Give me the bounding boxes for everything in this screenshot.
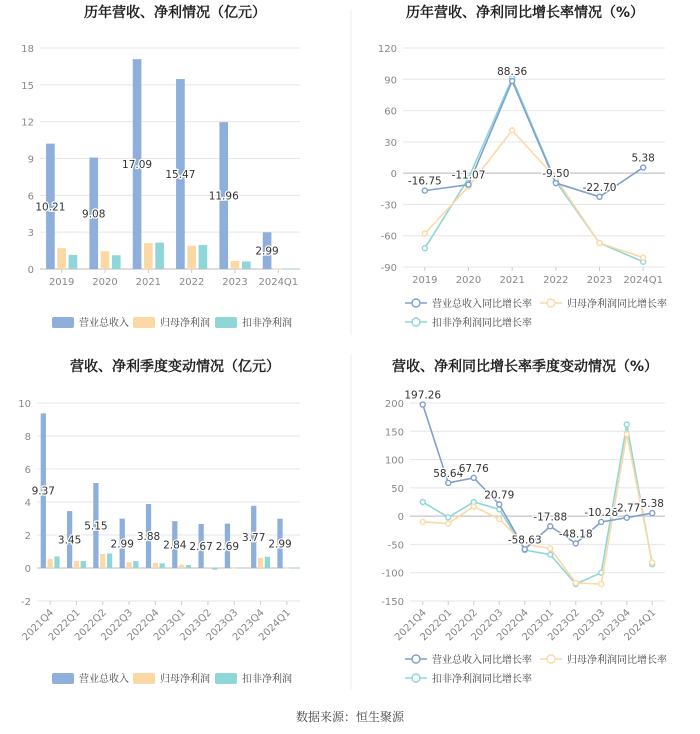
legend-swatch bbox=[215, 317, 237, 328]
y-tick-label: 10 bbox=[18, 399, 31, 410]
bar-deducted-net-profit bbox=[107, 553, 112, 568]
line-point bbox=[599, 582, 604, 587]
line-point bbox=[599, 519, 604, 524]
y-tick-label: 4 bbox=[24, 498, 31, 509]
x-tick-label: 2021Q4 bbox=[393, 607, 429, 644]
bar-deducted-net-profit bbox=[242, 261, 251, 269]
data-label: -48.18 bbox=[558, 528, 593, 541]
line-point bbox=[422, 231, 427, 236]
data-label: 15.47 bbox=[165, 169, 196, 182]
y-tick-label: 6 bbox=[24, 465, 31, 476]
legend-swatch bbox=[52, 317, 74, 328]
y-tick-label: -100 bbox=[381, 568, 404, 580]
x-tick-label: 2022Q3 bbox=[99, 607, 136, 644]
bar-parent-net-profit bbox=[284, 568, 289, 569]
data-label: -11.07 bbox=[451, 169, 486, 182]
bar-deducted-net-profit bbox=[160, 563, 165, 568]
y-tick-label: 18 bbox=[21, 44, 34, 55]
data-label: 9.08 bbox=[82, 208, 106, 221]
bar-parent-net-profit bbox=[274, 269, 283, 270]
y-tick-label: 0 bbox=[27, 265, 34, 276]
data-label: 9.37 bbox=[31, 485, 56, 498]
line-point bbox=[597, 194, 602, 199]
legend-label: 扣非净利润同比增长率 bbox=[432, 674, 532, 685]
line-point bbox=[466, 182, 471, 187]
data-label: -17.88 bbox=[533, 511, 568, 524]
bar-deducted-net-profit bbox=[212, 568, 217, 570]
data-label: 197.26 bbox=[404, 389, 442, 402]
line-point bbox=[624, 422, 629, 427]
data-label: 3.77 bbox=[242, 531, 266, 544]
legend-marker bbox=[547, 299, 555, 307]
y-tick-label: 0 bbox=[24, 564, 31, 575]
line-point bbox=[446, 480, 451, 485]
legend-marker bbox=[412, 674, 420, 682]
x-tick-label: 2019 bbox=[412, 275, 438, 286]
line-point bbox=[553, 181, 558, 186]
data-label: 2.99 bbox=[268, 538, 292, 551]
y-tick-label: -2 bbox=[21, 597, 31, 608]
x-tick-label: 2021 bbox=[499, 275, 525, 286]
line-point bbox=[446, 521, 451, 526]
legend-swatch bbox=[52, 673, 74, 684]
line-point bbox=[624, 515, 629, 520]
line-point bbox=[422, 246, 427, 251]
bar-deducted-net-profit bbox=[186, 565, 191, 568]
bar-parent-net-profit bbox=[232, 568, 237, 569]
x-tick-label: 2022Q3 bbox=[469, 607, 506, 644]
data-label: 2.99 bbox=[110, 538, 134, 551]
line-point bbox=[548, 524, 553, 529]
y-tick-label: 150 bbox=[384, 427, 404, 439]
legend-label: 扣非净利润同比增长率 bbox=[432, 318, 532, 329]
legend-swatch bbox=[215, 673, 237, 684]
y-tick-label: -90 bbox=[380, 263, 397, 274]
data-label: 17.09 bbox=[122, 159, 153, 172]
x-tick-label: 2020 bbox=[92, 277, 118, 288]
y-tick-label: 0 bbox=[390, 169, 397, 181]
data-label: 5.38 bbox=[631, 152, 655, 165]
bar-deducted-net-profit bbox=[265, 557, 270, 568]
line-series-parent-profit-growth bbox=[425, 130, 643, 257]
line-point bbox=[471, 504, 476, 509]
bar-deducted-net-profit bbox=[112, 255, 121, 269]
chart-title: 营收、净利季度变动情况（亿元） bbox=[70, 359, 280, 375]
bar-parent-net-profit bbox=[258, 558, 263, 568]
data-label: 5.15 bbox=[84, 520, 108, 533]
bar-parent-net-profit bbox=[205, 567, 210, 568]
y-tick-label: 30 bbox=[384, 137, 397, 149]
x-tick-label: 2023 bbox=[586, 275, 613, 286]
x-tick-label: 2024Q1 bbox=[258, 277, 299, 288]
data-label: 58.64 bbox=[433, 467, 464, 480]
x-tick-label: 2023 bbox=[222, 277, 248, 288]
bar-parent-net-profit bbox=[48, 559, 53, 568]
bar-parent-net-profit bbox=[187, 246, 196, 269]
data-label: 11.96 bbox=[208, 190, 239, 203]
data-label: 88.36 bbox=[497, 65, 528, 78]
x-tick-label: 2023Q1 bbox=[151, 607, 188, 644]
bar-deducted-net-profit bbox=[285, 269, 294, 270]
x-tick-label: 2022Q2 bbox=[444, 607, 480, 644]
y-tick-label: 60 bbox=[384, 106, 397, 118]
line-point bbox=[471, 475, 476, 480]
legend-marker bbox=[547, 655, 555, 663]
y-tick-label: -150 bbox=[381, 597, 404, 608]
line-point bbox=[497, 516, 502, 521]
y-tick-label: 8 bbox=[24, 432, 31, 443]
legend-label: 归母净利润同比增长率 bbox=[567, 299, 667, 310]
bar-deducted-net-profit bbox=[291, 568, 296, 569]
line-point bbox=[624, 432, 629, 437]
data-label: -58.63 bbox=[507, 534, 542, 547]
data-label: 3.88 bbox=[136, 530, 161, 543]
y-tick-label: -30 bbox=[380, 200, 397, 212]
data-label: 5.38 bbox=[640, 498, 664, 511]
data-source-footer: 数据来源：恒生聚源 bbox=[295, 710, 404, 724]
data-label: -22.70 bbox=[582, 181, 617, 194]
legend-swatch bbox=[133, 317, 155, 328]
line-point bbox=[446, 515, 451, 520]
line-point bbox=[548, 552, 553, 557]
bar-parent-net-profit bbox=[126, 562, 131, 568]
line-point bbox=[420, 402, 425, 407]
data-label: -9.50 bbox=[542, 168, 570, 181]
data-label: -2.77 bbox=[613, 502, 641, 515]
data-label: 2.84 bbox=[163, 539, 187, 552]
legend-swatch bbox=[133, 673, 155, 684]
line-point bbox=[510, 128, 515, 133]
y-tick-label: 3 bbox=[27, 228, 34, 240]
chart-title: 历年营收、净利情况（亿元） bbox=[84, 5, 266, 21]
x-tick-label: 2024Q1 bbox=[257, 607, 293, 644]
legend-label: 归母净利润 bbox=[160, 318, 210, 329]
y-tick-label: 6 bbox=[27, 191, 34, 203]
line-point bbox=[510, 78, 515, 83]
legend-label: 营业总收入同比增长率 bbox=[432, 655, 532, 666]
x-tick-label: 2022Q2 bbox=[73, 607, 109, 644]
y-tick-label: 12 bbox=[21, 117, 34, 129]
data-label: 3.45 bbox=[57, 534, 82, 547]
y-tick-label: 90 bbox=[384, 75, 397, 87]
y-tick-label: 100 bbox=[384, 455, 404, 467]
bar-deducted-net-profit bbox=[133, 561, 138, 568]
x-tick-label: 2023Q3 bbox=[204, 607, 241, 644]
y-tick-label: 9 bbox=[27, 154, 34, 166]
chart-title: 历年营收、净利同比增长率情况（%） bbox=[405, 5, 645, 21]
legend-marker bbox=[412, 299, 420, 307]
bar-deducted-net-profit bbox=[238, 568, 243, 569]
y-tick-label: 200 bbox=[384, 399, 404, 410]
legend-label: 营业总收入同比增长率 bbox=[432, 299, 532, 310]
legend-label: 营业总收入 bbox=[79, 674, 129, 685]
line-point bbox=[650, 560, 655, 565]
bar-parent-net-profit bbox=[144, 243, 153, 269]
y-tick-label: 15 bbox=[21, 80, 34, 92]
bar-parent-net-profit bbox=[101, 251, 110, 269]
y-tick-label: 120 bbox=[377, 44, 397, 55]
x-tick-label: 2022 bbox=[178, 277, 205, 288]
x-tick-label: 2023Q2 bbox=[546, 607, 582, 644]
x-tick-label: 2023Q2 bbox=[178, 607, 215, 644]
legend-label: 归母净利润同比增长率 bbox=[567, 655, 667, 666]
y-tick-label: 0 bbox=[397, 512, 404, 524]
x-tick-label: 2021Q4 bbox=[20, 607, 57, 644]
x-tick-label: 2023Q4 bbox=[230, 607, 267, 644]
x-tick-label: 2022Q4 bbox=[125, 607, 162, 644]
bar-deducted-net-profit bbox=[155, 243, 164, 269]
x-tick-label: 2023Q3 bbox=[571, 607, 608, 644]
data-label: 10.21 bbox=[35, 201, 66, 214]
x-tick-label: 2023Q4 bbox=[597, 607, 633, 644]
data-label: -10.28 bbox=[584, 506, 619, 519]
y-tick-label: -50 bbox=[387, 540, 404, 552]
line-point bbox=[548, 546, 553, 551]
y-tick-label: 2 bbox=[24, 531, 31, 542]
y-tick-label: -60 bbox=[380, 231, 397, 243]
line-point bbox=[641, 255, 646, 260]
x-tick-label: 2024Q1 bbox=[622, 607, 659, 644]
line-point bbox=[420, 500, 425, 505]
legend-marker bbox=[412, 318, 420, 326]
x-tick-label: 2022Q4 bbox=[495, 607, 531, 644]
bar-deducted-net-profit bbox=[81, 561, 86, 568]
bar-deducted-net-profit bbox=[199, 245, 208, 269]
bar-parent-net-profit bbox=[153, 563, 158, 568]
chart-title: 营收、净利同比增长率季度变动情况（%） bbox=[391, 359, 659, 375]
legend-label: 扣非净利润 bbox=[242, 318, 292, 329]
x-tick-label: 2023Q1 bbox=[520, 607, 557, 644]
bar-parent-net-profit bbox=[100, 554, 105, 568]
legend-label: 扣非净利润 bbox=[242, 674, 292, 685]
x-tick-label: 2024Q1 bbox=[623, 275, 664, 286]
data-label: 2.99 bbox=[255, 245, 279, 258]
data-label: -16.75 bbox=[407, 175, 442, 188]
legend-label: 归母净利润 bbox=[160, 674, 210, 685]
y-tick-label: 50 bbox=[391, 483, 404, 495]
x-tick-label: 2020 bbox=[455, 275, 482, 286]
legend-label: 营业总收入 bbox=[79, 318, 129, 329]
line-point bbox=[597, 241, 602, 246]
legend-marker bbox=[412, 655, 420, 663]
bar-deducted-net-profit bbox=[54, 556, 59, 568]
x-tick-label: 2022Q1 bbox=[46, 607, 83, 644]
line-point bbox=[420, 519, 425, 524]
line-point bbox=[573, 541, 578, 546]
x-tick-label: 2022 bbox=[543, 275, 569, 286]
bar-parent-net-profit bbox=[57, 248, 66, 269]
x-tick-label: 2019 bbox=[48, 277, 75, 288]
line-point bbox=[522, 547, 527, 552]
line-point bbox=[573, 580, 578, 585]
line-point bbox=[650, 511, 655, 516]
bar-deducted-net-profit bbox=[69, 255, 78, 269]
data-label: 67.76 bbox=[458, 462, 489, 475]
line-point bbox=[497, 502, 502, 507]
bar-parent-net-profit bbox=[231, 261, 240, 269]
data-label: 2.67 bbox=[189, 540, 213, 553]
x-tick-label: 2022Q1 bbox=[418, 607, 455, 644]
line-point bbox=[641, 165, 646, 170]
bar-parent-net-profit bbox=[179, 565, 184, 568]
data-label: 20.79 bbox=[484, 489, 515, 502]
x-tick-label: 2021 bbox=[135, 277, 162, 288]
bar-parent-net-profit bbox=[74, 561, 79, 568]
data-label: 2.69 bbox=[215, 540, 240, 553]
line-point bbox=[422, 188, 427, 193]
